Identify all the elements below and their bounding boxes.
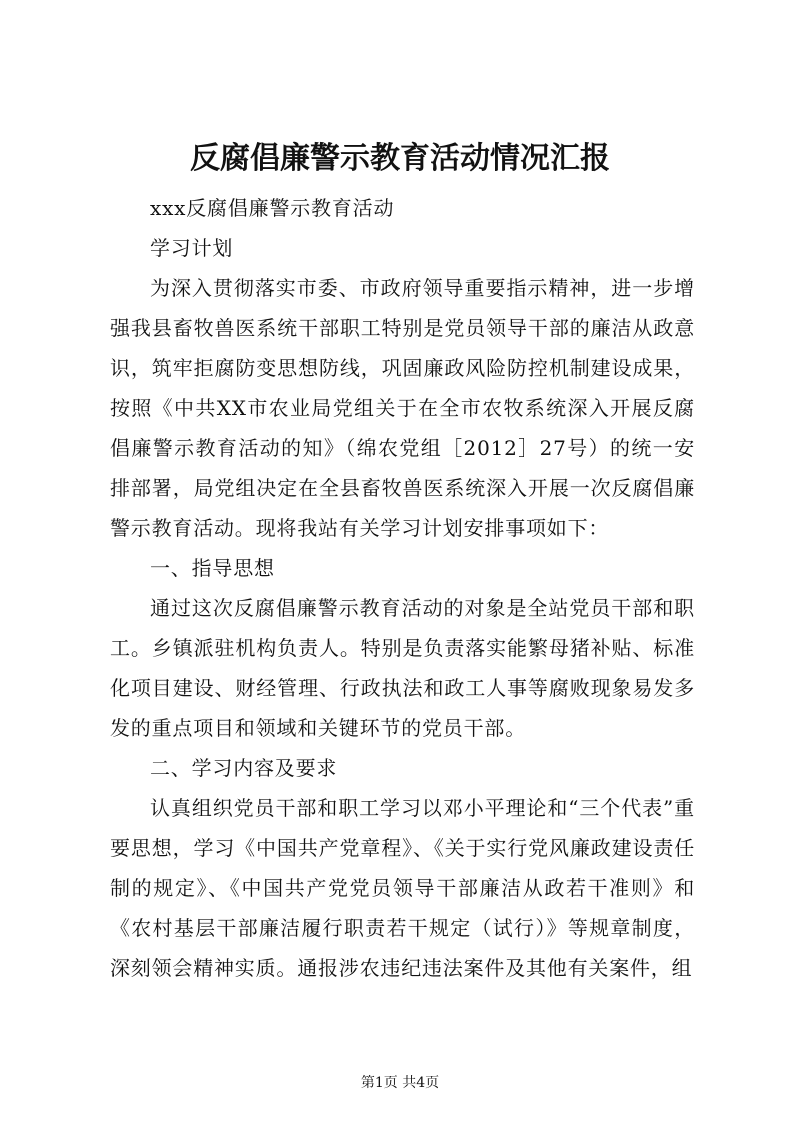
section-heading-guiding-ideology: 一、指导思想	[150, 556, 275, 580]
paragraph-introduction: 为深入贯彻落实市委、市政府领导重要指示精神，进一步增强我县畜牧兽医系统干部职工特别是党员领导干部的廉洁从政意识，筑牢拒腐防变思想防线，巩固廉政风险防控机制建设成果，按照《中共XX市农业局党组关于在全市农牧系统深入开展反腐倡廉警示教育活动的知》（绵农党组［2012］27号）的统一安排部署，局党组决定在全县畜牧兽医系统深入开展一次反腐倡廉警示教育活动。现将我站有关学习计划安排事项如下：	[110, 276, 695, 540]
page-footer: 第1页 共4页	[360, 1075, 440, 1091]
paragraph-guiding-ideology: 通过这次反腐倡廉警示教育活动的对象是全站党员干部和职工。乡镇派驻机构负责人。特别是负责落实能繁母猪补贴、标准化项目建设、财经管理、行政执法和政工人事等腐败现象易发多发的重点项目和领域和关键环节的党员干部。	[110, 596, 695, 740]
paragraph-activity-name: xxx反腐倡廉警示教育活动	[150, 196, 395, 220]
document-body	[110, 188, 695, 988]
document-title: 反腐倡廉警示教育活动情况汇报	[190, 141, 610, 176]
section-heading-study-content: 二、学习内容及要求	[150, 756, 338, 780]
paragraph-study-content: 认真组织党员干部和职工学习以邓小平理论和“三个代表”重要思想，学习《中国共产党章程》、《关于实行党风廉政建设责任制的规定》、《中国共产党党员领导干部廉洁从政若干准则》和《农村基层干部廉洁履行职责若干规定（试行）》等规章制度，深刻领会精神实质。通报涉农违纪违法案件及其他有关案件，组	[110, 796, 695, 980]
paragraph-study-plan: 学习计划	[150, 236, 234, 260]
